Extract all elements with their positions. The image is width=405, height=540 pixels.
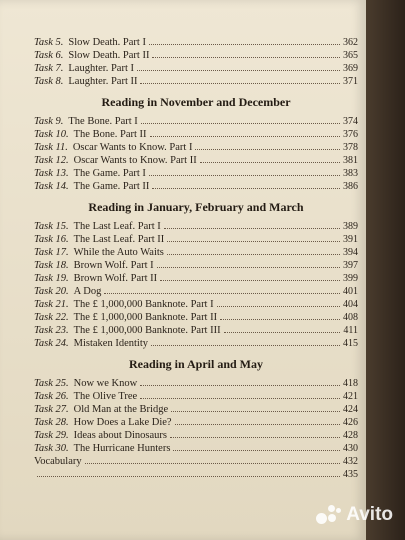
entry-title: A Dog xyxy=(73,286,102,297)
page-number: 432 xyxy=(343,456,358,467)
task-number: Task 23. xyxy=(34,325,69,336)
task-number: Task 10. xyxy=(34,129,69,140)
toc-entry xyxy=(34,468,358,481)
toc-entry xyxy=(34,416,358,429)
task-number: Task 24. xyxy=(34,338,69,349)
dot-leader xyxy=(152,57,340,58)
dot-leader xyxy=(224,332,341,333)
task-number: Task 13. xyxy=(34,168,69,179)
dot-leader xyxy=(149,44,340,45)
toc-entry xyxy=(34,403,358,416)
task-number: Task 21. xyxy=(34,299,69,310)
page-number: 426 xyxy=(343,417,358,428)
entry-title: The Bone. Part I xyxy=(68,116,138,127)
entry-title: Oscar Wants to Know. Part I xyxy=(72,142,193,153)
task-number: Task 6. xyxy=(34,50,64,61)
book-edge xyxy=(366,0,405,540)
task-number: Task 25. xyxy=(34,378,69,389)
page-number: 430 xyxy=(343,443,358,454)
page-number: 365 xyxy=(343,50,358,61)
entry-title: The Game. Part II xyxy=(73,181,150,192)
entry-title: Old Man at the Bridge xyxy=(73,404,169,415)
page-number: 424 xyxy=(343,404,358,415)
dot-leader xyxy=(85,463,340,464)
dot-leader xyxy=(150,136,340,137)
task-number: Task 9. xyxy=(34,116,64,127)
page-number: 371 xyxy=(343,76,358,87)
entry-title: How Does a Lake Die? xyxy=(73,417,172,428)
page-number: 383 xyxy=(343,168,358,179)
watermark-text: Avito xyxy=(346,504,393,525)
section-heading: Reading in April and May xyxy=(128,357,264,371)
task-number: Task 29. xyxy=(34,430,69,441)
page-number: 415 xyxy=(343,338,358,349)
dot-leader xyxy=(164,228,340,229)
task-number: Task 5. xyxy=(34,37,64,48)
toc-entry xyxy=(34,115,358,128)
entry-title: Now we Know xyxy=(73,378,138,389)
dot-leader xyxy=(175,424,340,425)
dot-leader xyxy=(167,254,340,255)
dot-leader xyxy=(140,83,340,84)
dot-leader xyxy=(171,411,340,412)
dot-leader xyxy=(140,385,340,386)
task-number: Task 14. xyxy=(34,181,69,192)
page-number: 374 xyxy=(343,116,358,127)
entry-title: Vocabulary xyxy=(34,456,82,467)
entry-title: Slow Death. Part I xyxy=(68,37,146,48)
dot-leader xyxy=(160,280,340,281)
entry-title: Laughter. Part II xyxy=(68,76,138,87)
entry-title: The Olive Tree xyxy=(73,391,138,402)
section-heading: Reading in January, February and March xyxy=(88,200,304,214)
entry-title: The Last Leaf. Part II xyxy=(73,234,165,245)
page-number: 399 xyxy=(343,273,358,284)
entry-title: The Bone. Part II xyxy=(73,129,147,140)
entry-title: The £ 1,000,000 Banknote. Part II xyxy=(73,312,218,323)
task-number: Task 22. xyxy=(34,312,69,323)
page-number: 391 xyxy=(343,234,358,245)
task-number: Task 15. xyxy=(34,221,69,232)
toc-entry xyxy=(34,285,358,298)
page-number: 411 xyxy=(343,325,358,336)
toc-entry xyxy=(34,390,358,403)
toc-entry xyxy=(34,246,358,259)
entry-title: The Game. Part I xyxy=(73,168,146,179)
dot-leader xyxy=(137,70,340,71)
toc-entry xyxy=(34,141,358,154)
dot-leader xyxy=(152,188,340,189)
task-number: Task 8. xyxy=(34,76,64,87)
task-number: Task 30. xyxy=(34,443,69,454)
dot-leader xyxy=(104,293,340,294)
entry-title: The £ 1,000,000 Banknote. Part I xyxy=(73,299,214,310)
dot-leader xyxy=(157,267,340,268)
dot-leader xyxy=(220,319,340,320)
task-number: Task 20. xyxy=(34,286,69,297)
toc-entry xyxy=(34,442,358,455)
page-number: 397 xyxy=(343,260,358,271)
dot-leader xyxy=(170,437,340,438)
page-number: 428 xyxy=(343,430,358,441)
entry-title: Laughter. Part I xyxy=(68,63,134,74)
dot-leader xyxy=(200,162,340,163)
entry-title: Oscar Wants to Know. Part II xyxy=(73,155,197,166)
page-number: 376 xyxy=(343,129,358,140)
toc-entry xyxy=(34,220,358,233)
dot-leader xyxy=(167,241,340,242)
dot-leader xyxy=(151,345,340,346)
entry-title: The Hurricane Hunters xyxy=(73,443,171,454)
toc-entry xyxy=(34,298,358,311)
task-number: Task 16. xyxy=(34,234,69,245)
task-number: Task 17. xyxy=(34,247,69,258)
page-number: 378 xyxy=(343,142,358,153)
toc-entry xyxy=(34,180,358,193)
page-number: 418 xyxy=(343,378,358,389)
task-number: Task 7. xyxy=(34,63,64,74)
page-number: 404 xyxy=(343,299,358,310)
task-number: Task 12. xyxy=(34,155,69,166)
task-number: Task 11. xyxy=(34,142,68,153)
toc-entry xyxy=(34,62,358,75)
entry-title: The Last Leaf. Part I xyxy=(73,221,161,232)
toc-entry xyxy=(34,337,358,350)
toc-entry xyxy=(34,128,358,141)
entry-title: Brown Wolf. Part I xyxy=(73,260,154,271)
task-number: Task 18. xyxy=(34,260,69,271)
dot-leader xyxy=(140,398,340,399)
task-number: Task 27. xyxy=(34,404,69,415)
toc-entry xyxy=(34,233,358,246)
toc-entry xyxy=(34,272,358,285)
dot-leader xyxy=(149,175,340,176)
entry-title: Mistaken Identity xyxy=(73,338,148,349)
page-number: 381 xyxy=(343,155,358,166)
dot-leader xyxy=(195,149,340,150)
toc-entry xyxy=(34,167,358,180)
page-number: 421 xyxy=(343,391,358,402)
entry-title: While the Auto Waits xyxy=(73,247,164,258)
avito-dots-icon xyxy=(316,504,342,526)
page-number: 389 xyxy=(343,221,358,232)
entry-title: Slow Death. Part II xyxy=(68,50,150,61)
watermark xyxy=(316,504,393,526)
toc-entry xyxy=(34,49,358,62)
entry-title: Brown Wolf. Part II xyxy=(73,273,158,284)
dot-leader xyxy=(141,123,340,124)
toc-entry xyxy=(34,429,358,442)
toc-entry xyxy=(34,259,358,272)
toc-entry xyxy=(34,154,358,167)
toc-entry xyxy=(34,75,358,88)
toc-entry xyxy=(34,324,358,337)
task-number: Task 26. xyxy=(34,391,69,402)
page-number: 435 xyxy=(343,469,358,480)
page-number: 408 xyxy=(343,312,358,323)
dot-leader xyxy=(173,450,340,451)
dot-leader xyxy=(37,476,340,477)
task-number: Task 28. xyxy=(34,417,69,428)
entry-title: The £ 1,000,000 Banknote. Part III xyxy=(73,325,221,336)
page-number: 369 xyxy=(343,63,358,74)
toc-entry xyxy=(34,455,358,468)
entry-title: Ideas about Dinosaurs xyxy=(73,430,167,441)
dot-leader xyxy=(217,306,340,307)
page-number: 386 xyxy=(343,181,358,192)
page-number: 362 xyxy=(343,37,358,48)
toc-entry xyxy=(34,36,358,49)
table-of-contents xyxy=(34,36,358,481)
toc-entry xyxy=(34,377,358,390)
section-heading: Reading in November and December xyxy=(101,95,291,109)
task-number: Task 19. xyxy=(34,273,69,284)
page-number: 394 xyxy=(343,247,358,258)
toc-entry xyxy=(34,311,358,324)
page-number: 401 xyxy=(343,286,358,297)
